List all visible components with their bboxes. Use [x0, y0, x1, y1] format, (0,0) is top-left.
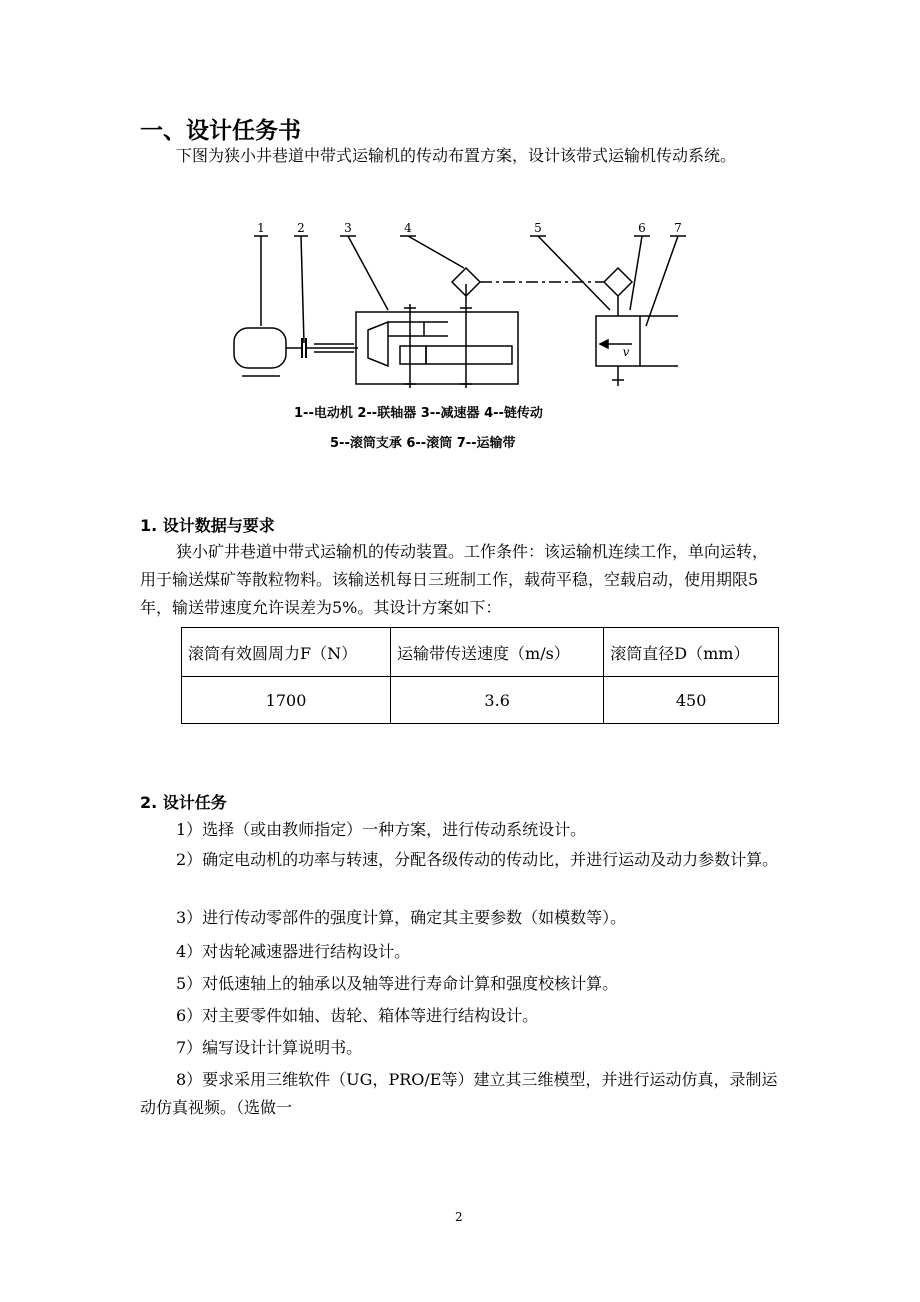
motor-shape: [234, 328, 286, 368]
table-cell: 3.6: [391, 677, 604, 724]
sprocket-driven: [604, 268, 632, 296]
subsection-2-title: 2. 设计任务: [140, 793, 227, 812]
callout-3: 3: [344, 221, 352, 235]
transmission-diagram: [228, 218, 682, 388]
table-header-cell: 滚筒直径D（mm）: [604, 628, 779, 677]
table-cell: 450: [604, 677, 779, 724]
table-row: [182, 677, 779, 724]
task-item: 1）选择（或由教师指定）一种方案，进行传动系统设计。: [176, 820, 587, 839]
callout-1: 1: [257, 221, 265, 235]
table-header-cell: 运输带传送速度（m/s）: [391, 628, 604, 677]
table-cell: 1700: [182, 677, 391, 724]
section-title: 一、设计任务书: [140, 118, 301, 144]
design-data-table: [181, 627, 779, 724]
subsection-1-text: 狭小矿井巷道中带式运输机的传动装置。工作条件：该运输机连续工作，单向运转，用于输送煤矿等散粒物料。该输送机每日三班制工作，载荷平稳，空载启动，使用期限5年，输送带速度允许误差为5%。其设计方案如下：: [140, 542, 769, 617]
task-item: 3）进行传动零部件的强度计算，确定其主要参数（如模数等）。: [176, 908, 627, 927]
callout-6: 6: [638, 221, 646, 235]
leader-5: [538, 236, 610, 310]
leader-3: [348, 236, 388, 310]
page-number: 2: [455, 1210, 463, 1224]
leader-7: [646, 236, 678, 326]
task-item: 6）对主要零件如轴、齿轮、箱体等进行结构设计。: [176, 1006, 539, 1025]
drum-shape: [596, 316, 640, 366]
leader-2: [301, 236, 304, 343]
subsection-1-title: 1. 设计数据与要求: [140, 516, 275, 535]
task-item: 7）编写设计计算说明书。: [176, 1038, 363, 1057]
callout-5: 5: [534, 221, 542, 235]
callout-4: 4: [404, 221, 412, 235]
leader-6: [630, 236, 642, 310]
diagram-legend-line-1: 1--电动机 2--联轴器 3--减速器 4--链传动: [294, 406, 543, 421]
callout-7: 7: [674, 221, 682, 235]
table-header-cell: 滚筒有效圆周力F（N）: [182, 628, 391, 677]
intro-paragraph: 下图为狭小井巷道中带式运输机的传动布置方案，设计该带式运输机传动系统。: [176, 146, 737, 165]
velocity-label: v: [622, 345, 630, 359]
task-item: 4）对齿轮减速器进行结构设计。: [176, 942, 411, 961]
table-header-row: [182, 628, 779, 677]
callout-2: 2: [297, 221, 305, 235]
task-item: 2）确定电动机的功率与转速，分配各级传动的传动比，并进行运动及动力参数计算。: [176, 850, 779, 869]
task-item: 5）对低速轴上的轴承以及轴等进行寿命计算和强度校核计算。: [176, 974, 619, 993]
reducer-housing: [356, 312, 518, 384]
task-item: 8）要求采用三维软件（UG，PRO/E等）建立其三维模型，并进行运动仿真，录制运动仿真视频。（选做一: [140, 1070, 778, 1117]
leader-4: [408, 236, 464, 268]
diagram-legend-line-2: 5--滚筒支承 6--滚筒 7--运输带: [330, 436, 516, 451]
bevel-pinion: [368, 322, 388, 366]
